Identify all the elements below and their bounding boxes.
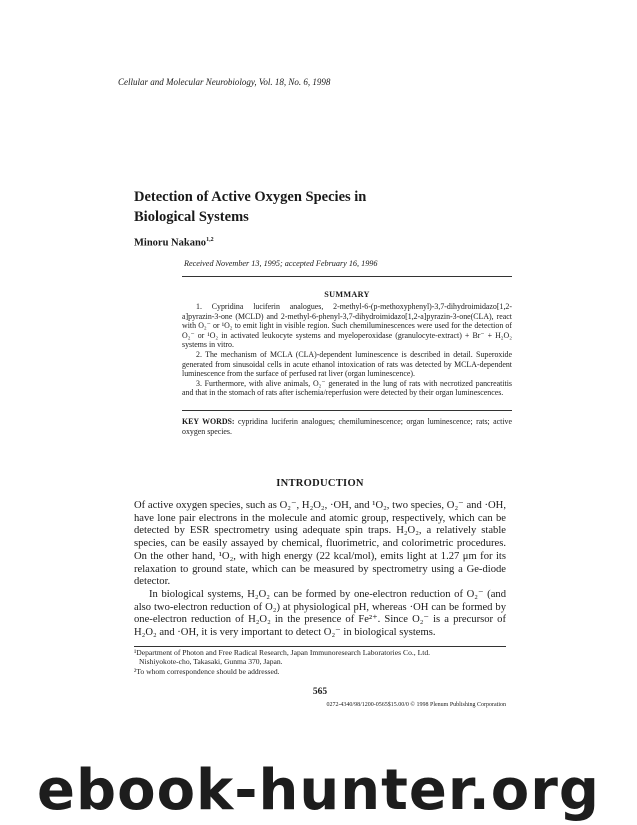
author [134,237,214,249]
summary-paragraph-1: 1. Cypridina luciferin analogues, 2-methyl-6-(p-methoxyphenyl)-3,7-dihydroimidazo[1,2-a]pyrazin-3-one (MCLD) and 2-methyl-6-phenyl-3,7-dihydroimidazo[1,2-a]pyrazin-3-one(CLA), react with O₂⁻ or ¹O₂ to emit light in visible region. Such chemiluminescences were used for the detection of O₂⁻ or ¹O₂ in activated leukocyte systems and myeloperoxidase (granulocyte-extract) + Br⁻ + H₂O₂ systems in vitro. [182,302,512,350]
summary-bottom-rule [182,410,512,411]
keywords-label: KEY WORDS: [182,417,235,426]
page-number: 565 [312,687,328,697]
title-line-1: Detection of Active Oxygen Species in [134,189,367,205]
introduction-body [134,500,506,640]
footnote-1: ¹Department of Photon and Free Radical Research, Japan Immunoresearch Laboratories Co., Ltd. [134,648,431,657]
watermark-text: ebook-hunter.org [37,758,600,823]
keywords [182,417,512,437]
summary-body [182,302,512,398]
footnote-1-continued: Nishiyokote-cho, Takasaki, Gunma 370, Japan. [139,657,283,667]
summary-paragraph-2: 2. The mechanism of MCLA (CLA)-dependent luminescence is described in detail. Superoxide generated from sinusoidal cells in acute ethanol intoxication of rats was detected by MCLA-dependent luminescence from the surface of perfused rat liver (organ luminescence). [182,349,512,379]
keywords-text: cypridina luciferin analogues; chemiluminescence; organ luminescence; rats; active oxygen species. [182,417,512,436]
title-line-2: Biological Systems [134,209,249,225]
summary-paragraph-3: 3. Furthermore, with alive animals, O₂⁻ generated in the lung of rats with necrotized pancreatitis and that in the stomach of rats after ischemia/reperfusion were detected by their organ luminescences. [182,378,512,398]
author-name: Minoru Nakano [134,237,207,249]
footnote-rule [134,646,506,647]
article-title [134,187,474,227]
footnotes [134,648,506,676]
intro-paragraph-1: Of active oxygen species, such as O₂⁻, H₂O₂, ·OH, and ¹O₂, two species, O₂⁻ and ·OH, have lone pair electrons in the molecule and atomic group, respectively, which can be detected by ESR spectrometry using adequate spin traps. H₂O₂, a relatively stable species, can be easily assayed by chemical, fluorimetric, and colorimetric procedures. On the other hand, ¹O₂, with high energy (22 kcal/mol), emits light at 1.27 μm for its relaxation to ground state, which can be measured by spectrometry using a Ge-diode detector. [134,500,506,588]
summary-heading: SUMMARY [324,290,370,299]
copyright-line: 0272-4340/98/1200-0565$15.00/0 © 1998 Plenum Publishing Corporation [326,702,506,708]
summary-top-rule [182,276,512,277]
journal-citation: Cellular and Molecular Neurobiology, Vol. 18, No. 6, 1998 [118,77,331,87]
received-dates: Received November 13, 1995; accepted February 16, 1996 [184,259,378,268]
author-affiliation-marks: 1,2 [206,237,214,243]
footnote-2: ²To whom correspondence should be addressed. [134,666,280,676]
section-heading-introduction: INTRODUCTION [276,478,364,489]
intro-paragraph-2: In biological systems, H₂O₂ can be formed by one-electron reduction of O₂⁻ (and also two-electron reduction of O₂) at physiological pH, whereas ·OH can be formed by one-electron reduction of H₂O₂ in the presence of Fe²⁺. Since O₂⁻ is a precursor of H₂O₂ and ·OH, it is very important to detect O₂⁻ in biological systems. [134,588,506,639]
